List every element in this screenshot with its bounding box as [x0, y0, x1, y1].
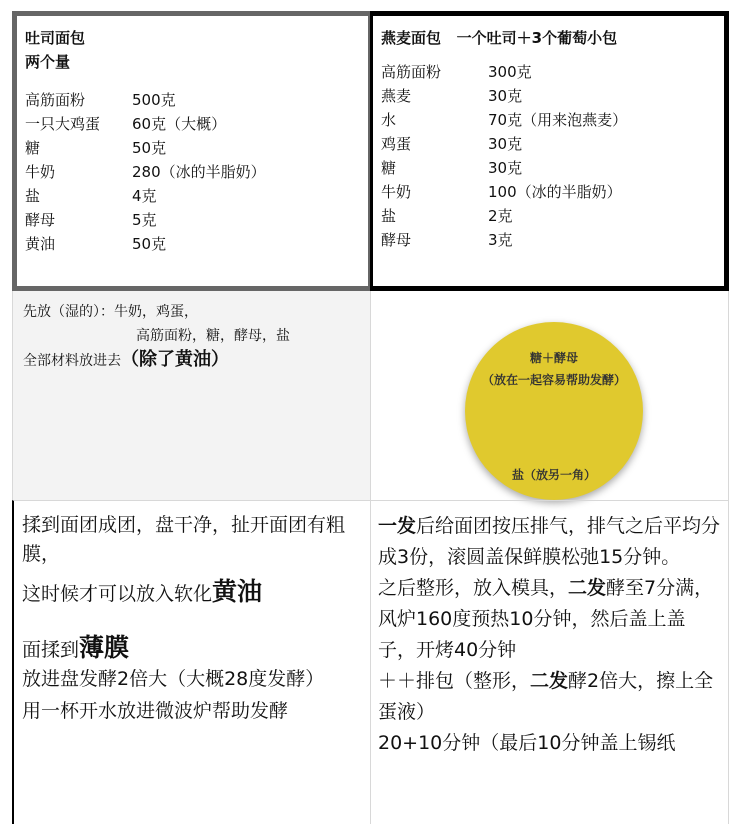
ingredient-row	[381, 228, 724, 252]
ingredient-amount: 60克（大概）	[132, 115, 227, 133]
ingredient-name: 牛奶	[25, 163, 56, 181]
proof-step-2-prefix: 之后整形，放入模具，	[378, 577, 569, 599]
ingredient-amount: 30克	[488, 159, 523, 177]
ingredient-amount: 100（冰的半脂奶）	[488, 183, 622, 201]
ingredient-row	[25, 208, 368, 232]
knead-step-3-text: 面揉到	[22, 639, 80, 661]
toast-recipe-subtitle: 两个量	[25, 53, 71, 71]
ingredient-name: 一只大鸡蛋	[25, 115, 101, 133]
ingredient-name: 黄油	[25, 235, 56, 253]
bowl-circle	[465, 322, 643, 500]
mixing-note-line1: 先放（湿的）：牛奶，鸡蛋，	[23, 304, 198, 320]
ingredient-row	[25, 88, 368, 112]
ingredient-name: 牛奶	[381, 183, 412, 201]
butter-emphasis: 黄油	[212, 577, 263, 606]
knead-step-2-text: 这时候才可以放入软化	[22, 583, 213, 605]
knead-step-2	[22, 577, 364, 609]
proof-step-3	[378, 666, 722, 728]
proof-step-1	[378, 511, 722, 573]
mixing-note-line3	[23, 348, 370, 373]
proof-step-2-text: 酵至7分满，风炉160度预热10分钟，然后盖上盖子，开烤40分钟	[378, 577, 714, 661]
proofing-steps-cell	[371, 500, 729, 824]
proof-step-3-text: 酵2倍大，擦上全蛋液）	[378, 670, 714, 723]
ingredient-amount: 4克	[132, 187, 157, 205]
ingredient-name: 酵母	[25, 211, 56, 229]
knead-step-1: 揉到面团成团，盘干净，扯开面团有粗膜，	[22, 514, 346, 565]
oat-ingredient-list	[381, 60, 724, 252]
membrane-emphasis: 薄膜	[79, 633, 130, 662]
proof-step-1-text: 后给面团按压排气，排气之后平均分成3份，滚圆盖保鲜膜松弛15分钟。	[378, 515, 721, 568]
oat-recipe-cell	[370, 11, 729, 291]
first-proof-emphasis: 一发	[378, 515, 417, 537]
ingredient-amount: 5克	[132, 211, 157, 229]
ingredient-row	[381, 132, 724, 156]
ingredient-name: 水	[381, 111, 397, 129]
proof-step-3-prefix: ＋＋排包（整形，	[378, 670, 531, 692]
kneading-steps-cell	[12, 500, 371, 824]
mixing-note-line2: 高筋面粉，糖，酵母，盐	[136, 328, 290, 344]
knead-step-5: 用一杯开水放进微波炉帮助发酵	[22, 700, 289, 722]
ingredient-row	[25, 136, 368, 160]
ingredient-name: 高筋面粉	[25, 91, 86, 109]
recipe-table	[12, 11, 729, 824]
ingredient-amount: 2克	[488, 207, 513, 225]
ingredient-row	[381, 84, 724, 108]
ingredient-row	[25, 112, 368, 136]
ingredient-name: 酵母	[381, 231, 412, 249]
second-proof-emphasis-2: 二发	[530, 670, 569, 692]
ingredient-amount: 30克	[488, 87, 523, 105]
ingredient-row	[25, 184, 368, 208]
ingredient-name: 燕麦	[381, 87, 412, 105]
knead-step-4: 放进盘发酵2倍大（大概28度发酵）	[22, 668, 325, 690]
ingredient-amount: 500克	[132, 91, 176, 109]
ingredient-name: 高筋面粉	[381, 63, 442, 81]
sugar-yeast-label: 糖＋酵母	[529, 351, 578, 365]
ingredient-amount: 280（冰的半脂奶）	[132, 163, 266, 181]
spacer	[22, 609, 364, 633]
ingredient-row	[381, 180, 724, 204]
sugar-yeast-note: （放在一起容易帮助发酵）	[481, 373, 626, 387]
toast-ingredient-list	[25, 88, 368, 256]
salt-label: 盐（放另一角）	[511, 468, 596, 482]
ingredient-amount: 300克	[488, 63, 532, 81]
ingredient-amount: 70克（用来泡燕麦）	[488, 111, 628, 129]
mixing-note-cell	[12, 291, 371, 500]
ingredient-row	[381, 156, 724, 180]
knead-step-3	[22, 633, 364, 665]
toast-recipe-title: 吐司面包	[25, 29, 86, 47]
ingredient-amount: 50克	[132, 139, 167, 157]
ingredient-amount: 3克	[488, 231, 513, 249]
oat-recipe-title: 燕麦面包 一个吐司＋3个葡萄小包	[381, 29, 618, 47]
ingredient-name: 糖	[25, 139, 41, 157]
ingredient-name: 糖	[381, 159, 397, 177]
ingredient-name: 鸡蛋	[381, 135, 412, 153]
bowl-diagram-cell	[371, 291, 729, 500]
ingredient-amount: 50克	[132, 235, 167, 253]
second-proof-emphasis: 二发	[568, 577, 607, 599]
ingredient-row	[381, 204, 724, 228]
ingredient-row	[25, 232, 368, 256]
ingredient-row	[25, 160, 368, 184]
mixing-note-bold: （除了黄油）	[121, 349, 229, 370]
proof-step-4: 20+10分钟（最后10分钟盖上锡纸	[378, 732, 676, 754]
ingredient-amount: 30克	[488, 135, 523, 153]
mixing-note-prefix: 全部材料放进去	[23, 353, 121, 369]
proof-step-2	[378, 573, 722, 666]
ingredient-name: 盐	[381, 207, 397, 225]
toast-recipe-cell	[12, 11, 370, 291]
ingredient-name: 盐	[25, 187, 41, 205]
ingredient-row	[381, 60, 724, 84]
ingredient-row	[381, 108, 724, 132]
